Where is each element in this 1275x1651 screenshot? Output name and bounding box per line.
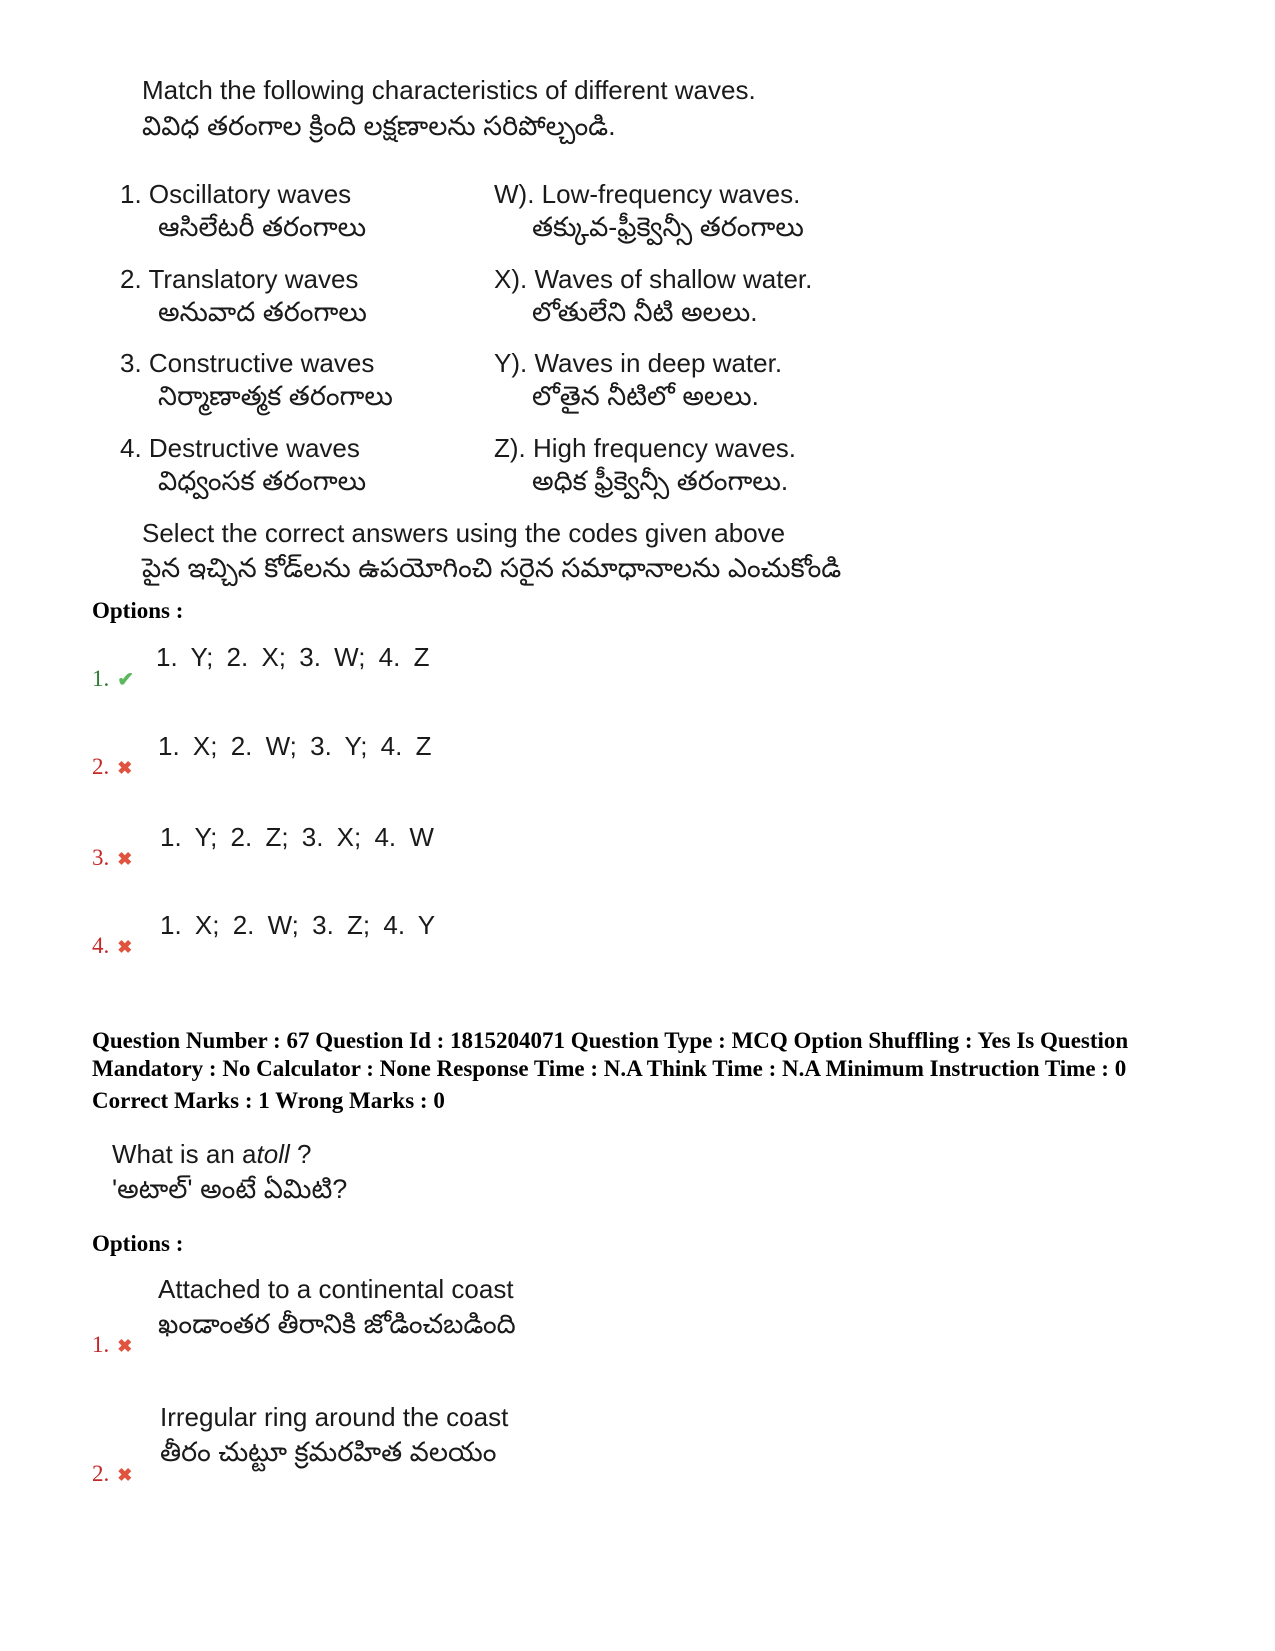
match-left-en: 2. Translatory waves (120, 264, 359, 294)
q67-stem-post: ? (289, 1139, 312, 1169)
match-left-en: 4. Destructive waves (120, 433, 360, 463)
option-number: 1. (92, 1332, 110, 1357)
q67-meta-line-3: Correct Marks : 1 Wrong Marks : 0 (92, 1088, 445, 1113)
match-left-item (120, 263, 500, 329)
q66-option-3-text[interactable]: 1. Y; 2. Z; 3. X; 4. W (160, 822, 434, 852)
q67-options-label: Options : (92, 1231, 184, 1256)
match-right-en: X). Waves of shallow water. (494, 264, 813, 294)
match-right-en: Y). Waves in deep water. (494, 348, 783, 378)
cross-icon: ✖ (117, 1465, 133, 1485)
match-right-en: Z). High frequency waves. (494, 433, 797, 463)
q67-option-1-text[interactable] (158, 1272, 516, 1342)
q67-stem-te: 'అటాల్' అంటే ఏమిటి? (112, 1174, 348, 1204)
match-left-te: విధ్వంసక తరంగాలు (158, 466, 367, 496)
match-right-item (494, 347, 914, 413)
match-right-item (494, 432, 914, 498)
match-left-item (120, 347, 500, 413)
match-left-te: నిర్మాణాత్మక తరంగాలు (158, 381, 393, 411)
cross-icon: ✖ (117, 758, 133, 778)
match-right-te: అధిక ఫ్రీక్వెన్సీ తరంగాలు. (532, 466, 789, 496)
q66-option-2-text[interactable]: 1. X; 2. W; 3. Y; 4. Z (158, 731, 432, 761)
option-number: 3. (92, 845, 110, 870)
q66-instruction-te: పైన ఇచ్చిన కోడ్‌లను ఉపయోగించి సరైన సమాధానాలను ఎంచుకోండి (142, 553, 842, 583)
q67-option-1-te: ఖండాంతర తీరానికి జోడించబడింది (158, 1309, 516, 1339)
check-icon: ✔ (117, 669, 135, 691)
q66-stem-en: Match the following characteristics of different waves. (142, 75, 756, 105)
option-number: 2. (92, 754, 110, 779)
q66-option-4-number[interactable] (92, 933, 132, 959)
match-left-te: ఆసిలేటరీ తరంగాలు (158, 212, 367, 242)
q67-stem-en (112, 1137, 311, 1171)
match-left-item (120, 178, 500, 244)
cross-icon: ✖ (117, 937, 133, 957)
option-number: 1. (92, 666, 110, 691)
q66-option-3-number[interactable] (92, 845, 132, 871)
match-left-en: 3. Constructive waves (120, 348, 375, 378)
match-right-te: లోతైన నీటిలో అలలు. (532, 381, 760, 411)
q67-stem-italic: toll (256, 1139, 290, 1169)
cross-icon: ✖ (117, 849, 133, 869)
q67-option-2-number[interactable] (92, 1461, 132, 1487)
match-left-te: అనువాద తరంగాలు (158, 297, 367, 327)
q66-stem-te: వివిధ తరంగాల క్రింది లక్షణాలను సరిపోల్చండి. (142, 111, 616, 141)
q67-metadata (92, 1027, 1202, 1115)
cross-icon: ✖ (117, 1336, 133, 1356)
q67-option-2-en: Irregular ring around the coast (160, 1402, 509, 1432)
q66-option-1-text[interactable]: 1. Y; 2. X; 3. W; 4. Z (156, 642, 430, 672)
match-right-item (494, 263, 914, 329)
q66-option-1-number[interactable] (92, 666, 134, 692)
q67-meta-line-2: Mandatory : No Calculator : None Response Time : N.A Think Time : N.A Minimum Instruction Time : 0 (92, 1056, 1127, 1081)
q66-instruction-en: Select the correct answers using the codes given above (142, 518, 786, 548)
q67-option-2-te: తీరం చుట్టూ క్రమరహిత వలయం (160, 1437, 497, 1467)
match-right-te: లోతులేని నీటి అలలు. (532, 297, 758, 327)
match-right-te: తక్కువ-ఫ్రీక్వెన్సీ తరంగాలు (532, 212, 804, 242)
q67-meta-line-1: Question Number : 67 Question Id : 1815204071 Question Type : MCQ Option Shuffling : Yes Is Question (92, 1028, 1129, 1053)
q66-options-label: Options : (92, 598, 184, 623)
q67-stem-pre: What is an a (112, 1139, 257, 1169)
match-right-en: W). Low-frequency waves. (494, 179, 801, 209)
option-number: 4. (92, 933, 110, 958)
q67-option-2-text[interactable] (160, 1400, 508, 1470)
match-left-item (120, 432, 500, 498)
option-number: 2. (92, 1461, 110, 1486)
q66-option-4-text[interactable]: 1. X; 2. W; 3. Z; 4. Y (160, 910, 436, 940)
q67-option-1-number[interactable] (92, 1332, 132, 1358)
q67-option-1-en: Attached to a continental coast (158, 1274, 514, 1304)
match-right-item (494, 178, 914, 244)
match-left-en: 1. Oscillatory waves (120, 179, 352, 209)
q66-option-2-number[interactable] (92, 754, 132, 780)
